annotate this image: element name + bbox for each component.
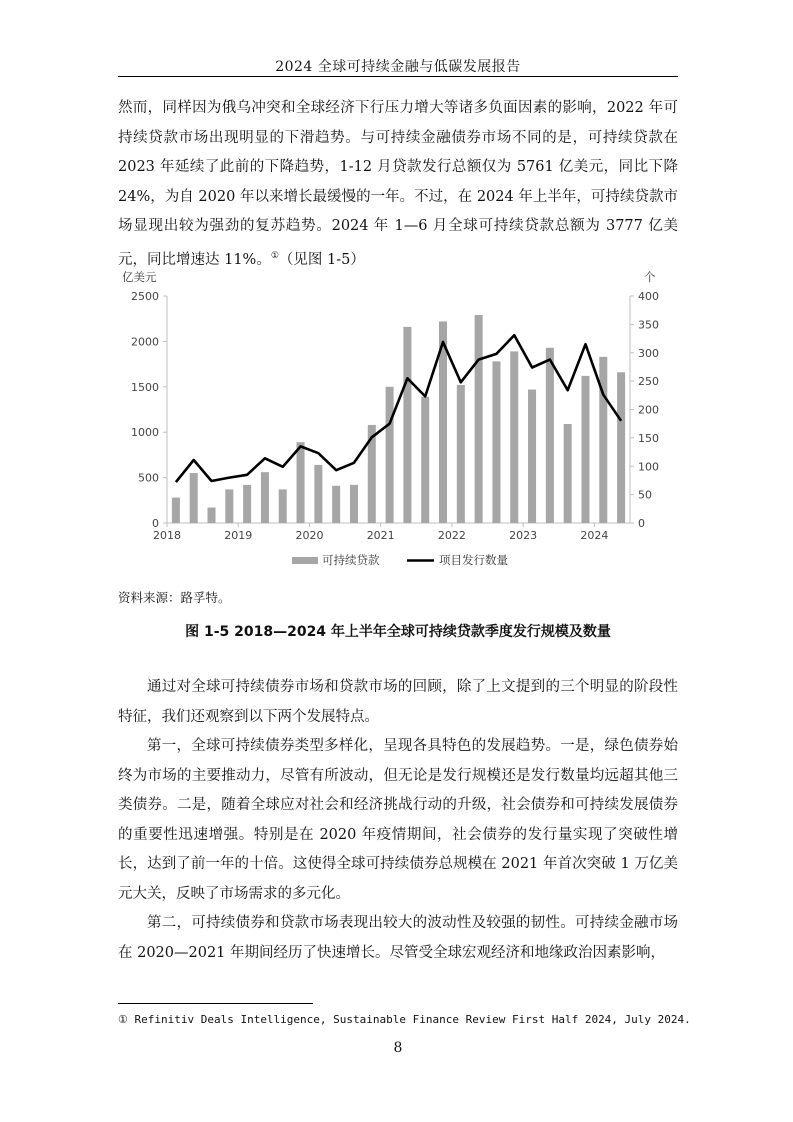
right-axis-unit: 个 [644,270,656,284]
right-tick-label: 100 [638,460,659,474]
issuance-count-line [176,335,621,482]
loan-bar [172,498,180,523]
paragraph-1-text: 然而，同样因为俄乌冲突和全球经济下行压力增大等诸多负面因素的影响，2022 年可持续贷款市场出现明显的下滑趋势。与可持续金融债券市场不同的是，可持续贷款在 2023 年延续了此前的下降趋势，1-12 月贷款发行总额仅为 5761 亿美元，同比下降 24%，为自 2020 年以来增长最缓慢的一年。不过，在 2024 年上半年，可持续贷款市场显现出较为强劲的复苏趋势。2024 年 1—6 月全球可持续贷款总额为 3777 亿美元，同比增速达 11%。 [118,100,678,268]
left-tick-label: 1000 [131,426,159,440]
loan-bar [208,508,216,523]
header-rule [118,76,678,77]
right-tick-label: 350 [638,318,659,332]
loan-bar [599,357,607,523]
loan-bar [243,485,251,523]
loan-bar [403,327,411,523]
x-tick-label: 2023 [509,529,538,542]
x-tick-label: 2019 [224,529,253,542]
loan-bar [332,486,340,523]
chart-source: 资料来源：路孚特。 [118,590,231,605]
loan-bar [546,348,554,523]
paragraph-2: 通过对全球可持续债券市场和贷款市场的回顾，除了上文提到的三个明显的阶段性特征，我们还观察到以下两个发展特点。 [118,679,678,725]
x-tick-label: 2020 [295,529,324,542]
left-tick-label: 1500 [131,380,159,394]
x-tick-label: 2018 [153,529,181,542]
paragraph-1 [118,94,678,275]
x-tick-label: 2021 [366,529,395,542]
x-tick-label: 2022 [437,529,466,542]
loan-bar [564,424,572,523]
loan-bar [475,315,483,523]
loan-bar [190,473,198,523]
paragraph-1-tail: （见图 1-5） [278,251,365,268]
footnote-rule [118,1003,313,1004]
page-number: 8 [393,1040,403,1056]
loan-bar [457,385,465,523]
loan-bar [617,372,625,523]
right-tick-label: 200 [638,403,659,417]
left-tick-label: 500 [138,471,159,485]
paragraph-3: 第一，全球可持续债券类型多样化，呈现各具特色的发展趋势。一是，绿色债券始终为市场的主要推动力，尽管有所波动，但无论是发行规模还是发行数量均远超其他三类债券。二是，随着全球应对社会和经济挑战行动的升级，社会债券和可持续发展债券的重要性迅速增强。特别是在 2020 年疫情期间，社会债券的发行量实现了突破性增长，达到了前一年的十倍。这使得全球可持续债券总规模在 2021 年首次突破 1 万亿美元大关，反映了市场需求的多元化。 [118,738,678,902]
loan-bar [297,442,305,523]
left-tick-label: 0 [152,517,159,530]
left-tick-label: 2000 [131,335,159,349]
loan-bar [581,376,589,523]
right-tick-label: 150 [638,431,659,445]
legend-bar-label: 可持续贷款 [322,553,380,567]
loan-issuance-chart [112,268,672,578]
loan-bar [421,397,429,523]
right-tick-label: 0 [638,517,645,530]
loan-bar [350,485,358,523]
legend-bar-swatch [292,557,318,564]
loan-bar [386,387,394,523]
loan-bar [261,472,269,523]
right-tick-label: 400 [638,290,659,303]
right-tick-label: 250 [638,375,659,389]
running-header: 2024 全球可持续金融与低碳发展报告 [275,59,521,75]
x-tick-label: 2024 [580,529,609,542]
loan-bar [510,351,518,523]
left-tick-label: 2500 [131,290,159,303]
paragraph-4: 第二，可持续债券和贷款市场表现出较大的波动性及较强的韧性。可持续金融市场在 2020—2021 年期间经历了快速增长。尽管受全球宏观经济和地缘政治因素影响， [118,915,678,961]
loan-bar [225,489,233,523]
footnote: ① Refinitiv Deals Intelligence, Sustainable Finance Review First Half 2024, July 2024. [118,1013,691,1026]
right-tick-label: 50 [638,488,652,502]
loan-bar [314,465,322,523]
loan-bar [279,489,287,523]
left-axis-unit: 亿美元 [122,270,157,284]
right-tick-label: 300 [638,346,659,360]
loan-bar [528,390,536,523]
footnote-marker: ① [270,250,279,261]
loan-bar [492,361,500,523]
figure-caption: 图 1-5 2018—2024 年上半年全球可持续贷款季度发行规模及数量 [185,624,611,640]
legend-line-label: 项目发行数量 [439,553,508,567]
